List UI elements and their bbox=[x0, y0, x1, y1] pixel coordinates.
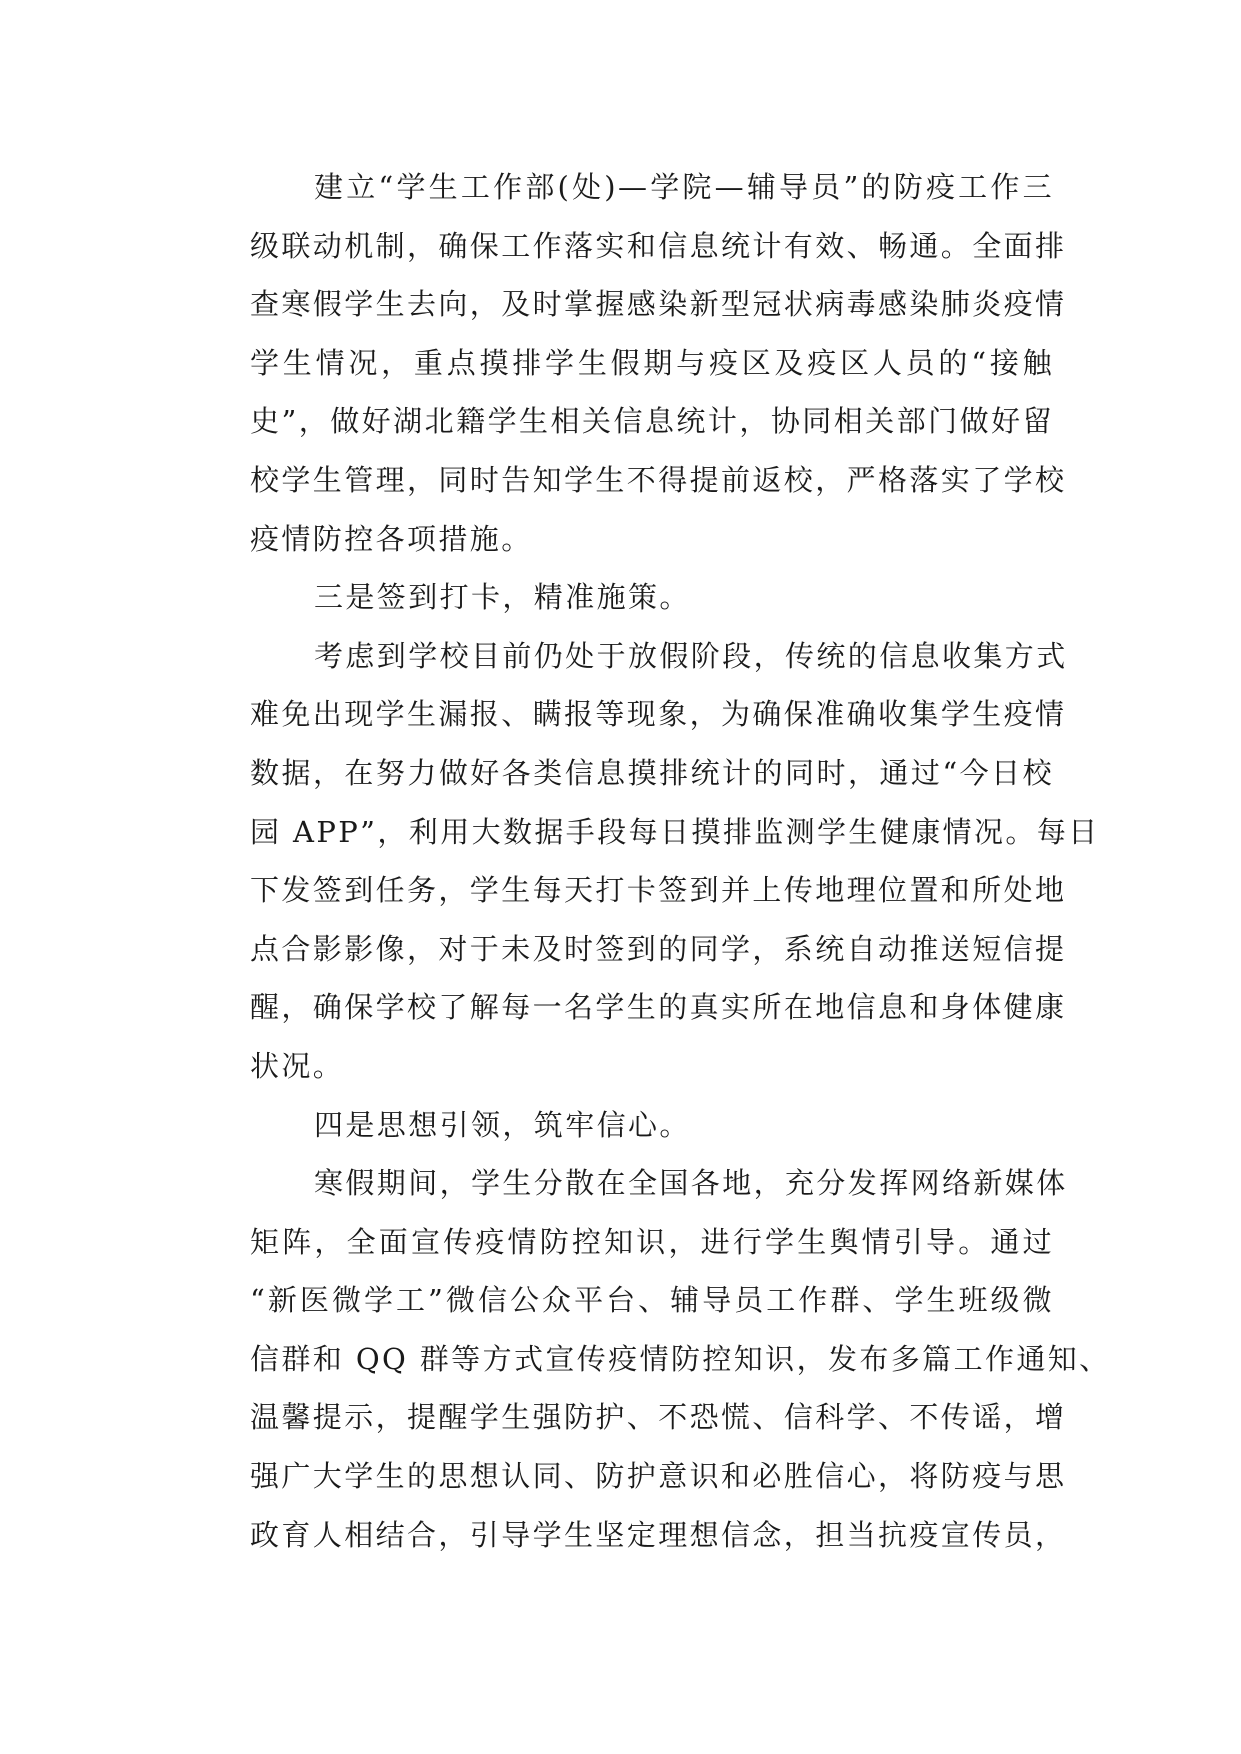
text-line: 学生情况，重点摸排学生假期与疫区及疫区人员的“接触 bbox=[250, 345, 1054, 380]
text-line: 状况。 bbox=[250, 1048, 345, 1083]
text-line: 数据，在努力做好各类信息摸排统计的同时，通过“今日校 bbox=[250, 755, 1054, 790]
text-line: 史”，做好湖北籍学生相关信息统计，协同相关部门做好留 bbox=[250, 404, 1054, 439]
text-line: 考虑到学校目前仍处于放假阶段，传统的信息收集方式 bbox=[314, 638, 1068, 673]
text-line: 难免出现学生漏报、瞒报等现象，为确保准确收集学生疫情 bbox=[250, 697, 1067, 732]
text-line: 点合影影像，对于未及时签到的同学，系统自动推送短信提 bbox=[250, 931, 1067, 966]
text-line: 四是思想引领，筑牢信心。 bbox=[314, 1107, 691, 1142]
text-line: 级联动机制，确保工作落实和信息统计有效、畅通。全面排 bbox=[250, 228, 1067, 263]
text-line: 校学生管理，同时告知学生不得提前返校，严格落实了学校 bbox=[250, 462, 1067, 497]
text-line: 温馨提示，提醒学生强防护、不恐慌、信科学、不传谣，增 bbox=[250, 1400, 1067, 1435]
document-body bbox=[192, 158, 1111, 1564]
text-line: 疫情防控各项措施。 bbox=[250, 521, 533, 556]
text-line: 下发签到任务，学生每天打卡签到并上传地理位置和所处地 bbox=[250, 873, 1067, 908]
text-line: 园 APP”，利用大数据手段每日摸排监测学生健康情况。每日 bbox=[250, 814, 1100, 849]
text-line: 政育人相结合，引导学生坚定理想信念，担当抗疫宣传员， bbox=[250, 1517, 1067, 1552]
text-line: 三是签到打卡，精准施策。 bbox=[314, 580, 691, 615]
text-line: 建立“学生工作部(处)—学院—辅导员”的防疫工作三 bbox=[314, 170, 1054, 204]
section-heading-checkin bbox=[192, 568, 1054, 627]
paragraph-ideology-details bbox=[192, 1154, 1111, 1564]
text-line: 信群和 QQ 群等方式宣传疫情防控知识，发布多篇工作通知、 bbox=[250, 1341, 1111, 1376]
paragraph-three-level-mechanism bbox=[192, 158, 1067, 568]
text-line: 矩阵，全面宣传疫情防控知识，进行学生舆情引导。通过 bbox=[250, 1224, 1054, 1259]
paragraph-checkin-details bbox=[192, 627, 1100, 1096]
text-line: 查寒假学生去向，及时掌握感染新型冠状病毒感染肺炎疫情 bbox=[250, 287, 1067, 322]
text-line: 强广大学生的思想认同、防护意识和必胜信心，将防疫与思 bbox=[250, 1459, 1067, 1494]
text-line: 醒，确保学校了解每一名学生的真实所在地信息和身体健康 bbox=[250, 990, 1067, 1025]
section-heading-ideology bbox=[192, 1096, 1054, 1155]
text-line: “新医微学工”微信公众平台、辅导员工作群、学生班级微 bbox=[250, 1283, 1054, 1318]
text-line: 寒假期间，学生分散在全国各地，充分发挥网络新媒体 bbox=[314, 1166, 1068, 1201]
